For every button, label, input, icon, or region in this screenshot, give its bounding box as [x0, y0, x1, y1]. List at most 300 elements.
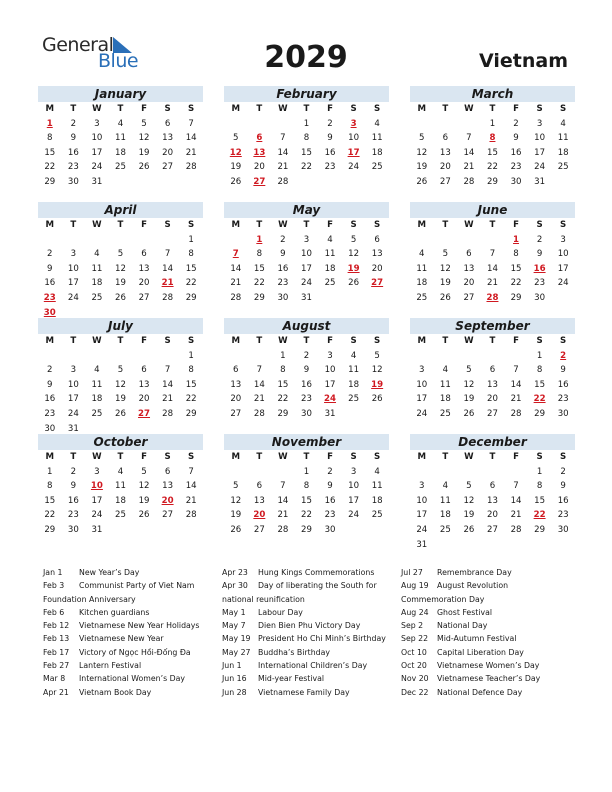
day-cell: 18 [115, 147, 126, 158]
weekday-header: F [513, 104, 519, 114]
day-cell: 15 [487, 147, 498, 158]
weekday-header: W [278, 336, 288, 346]
day-cell: 19 [230, 510, 242, 521]
empty-cell [434, 465, 458, 480]
holiday-name: Vietnamese Women’s Day [437, 661, 540, 671]
day-grid [410, 218, 575, 306]
day-cell: 16 [510, 147, 522, 158]
holiday-column [401, 566, 581, 699]
weekday-header: M [417, 452, 427, 462]
day-cell: 13 [253, 495, 265, 506]
day-cell: 28 [185, 510, 197, 521]
month-november [224, 434, 389, 538]
day-cell: 16 [277, 263, 289, 274]
holiday-day-cell: 6 [256, 133, 263, 144]
month-title: July [38, 318, 203, 334]
weekday-header: S [350, 452, 357, 462]
day-cell: 10 [301, 249, 312, 260]
holiday-entry [222, 579, 402, 592]
empty-cell [38, 349, 62, 364]
day-cell: 16 [324, 495, 336, 506]
weekday-header: M [45, 452, 55, 462]
day-cell: 19 [463, 510, 475, 521]
day-cell: 25 [91, 292, 103, 303]
day-cell: 23 [557, 510, 569, 521]
weekday-header: F [513, 220, 519, 230]
weekday-header: M [45, 220, 55, 230]
weekday-header: T [489, 336, 496, 346]
holiday-date: Feb 17 [43, 647, 70, 657]
day-grid [38, 334, 203, 436]
empty-cell [62, 233, 86, 248]
day-cell: 19 [115, 394, 126, 405]
weekday-header: F [327, 452, 333, 462]
weekday-header: S [560, 104, 567, 114]
day-cell: 5 [374, 350, 380, 361]
month-title: April [38, 202, 203, 218]
day-cell: 23 [301, 394, 312, 405]
day-cell: 25 [91, 408, 103, 419]
day-grid [224, 450, 389, 538]
day-cell: 21 [162, 394, 174, 405]
day-cell: 19 [439, 278, 451, 289]
holiday-day-cell: 13 [253, 147, 266, 158]
day-cell: 20 [230, 394, 242, 405]
weekday-header: S [536, 220, 543, 230]
logo-text-general: General [42, 34, 114, 56]
empty-cell [481, 233, 505, 248]
holiday-date: Jun 1 [222, 661, 242, 671]
weekday-header: T [117, 220, 124, 230]
day-cell: 4 [442, 481, 449, 492]
day-cell: 8 [256, 249, 263, 260]
holiday-entry [401, 646, 581, 659]
empty-cell [38, 233, 62, 248]
weekday-header: T [256, 220, 263, 230]
weekday-header: W [464, 452, 474, 462]
day-cell: 15 [253, 263, 265, 274]
day-cell: 22 [510, 278, 522, 289]
day-cell: 16 [557, 379, 569, 390]
day-cell: 11 [348, 365, 360, 376]
day-cell: 27 [487, 524, 498, 535]
holiday-date: Feb 12 [43, 621, 70, 631]
holiday-date: Apr 23 [222, 568, 248, 577]
day-cell: 21 [185, 147, 197, 158]
holiday-date: May 1 [222, 607, 246, 617]
day-cell: 14 [230, 263, 242, 274]
weekday-header: F [141, 452, 147, 462]
day-cell: 28 [277, 176, 289, 187]
day-cell: 25 [115, 510, 126, 521]
holiday-entry [401, 566, 581, 579]
weekday-header: M [417, 336, 427, 346]
day-cell: 12 [439, 263, 451, 274]
day-cell: 17 [348, 495, 360, 506]
day-cell: 25 [371, 162, 383, 173]
holiday-entry [43, 566, 223, 579]
holiday-day-cell: 1 [46, 118, 53, 129]
day-cell: 11 [371, 133, 383, 144]
day-cell: 28 [510, 524, 522, 535]
holiday-name: President Ho Chi Minh’s Birthday [258, 634, 386, 644]
empty-cell [481, 465, 505, 480]
day-cell: 11 [439, 495, 451, 506]
day-cell: 2 [513, 118, 519, 129]
month-april [38, 202, 203, 320]
empty-cell [410, 117, 434, 132]
holiday-name: Vietnamese New Year [79, 634, 164, 644]
weekday-header: S [374, 220, 381, 230]
day-cell: 17 [91, 495, 103, 506]
day-cell: 5 [117, 249, 124, 260]
day-cell: 14 [162, 263, 174, 274]
empty-cell [271, 117, 295, 132]
holiday-entry [43, 672, 223, 685]
day-cell: 22 [185, 394, 197, 405]
day-cell: 7 [188, 118, 194, 129]
day-cell: 10 [324, 365, 336, 376]
holiday-entry [222, 686, 402, 699]
holiday-date: May 7 [222, 621, 246, 631]
day-cell: 4 [350, 350, 357, 361]
day-cell: 2 [327, 118, 333, 129]
day-cell: 8 [536, 365, 543, 376]
day-cell: 23 [44, 408, 56, 419]
day-cell: 19 [138, 147, 150, 158]
day-cell: 21 [510, 394, 522, 405]
day-cell: 7 [489, 249, 496, 260]
day-cell: 28 [230, 292, 242, 303]
day-cell: 9 [70, 133, 77, 144]
holiday-day-cell: 23 [43, 292, 56, 303]
day-cell: 12 [463, 495, 475, 506]
weekday-header: S [164, 220, 171, 230]
weekday-header: S [560, 452, 567, 462]
holiday-entry [43, 632, 223, 645]
day-cell: 12 [138, 481, 150, 492]
empty-cell [156, 233, 180, 248]
holiday-entry [222, 646, 402, 659]
day-cell: 12 [371, 365, 383, 376]
holiday-entry [43, 659, 223, 672]
day-cell: 8 [303, 133, 310, 144]
day-cell: 23 [67, 510, 79, 521]
holiday-date: Jun 28 [222, 687, 247, 697]
holiday-date: Mar 8 [43, 674, 66, 684]
day-cell: 18 [439, 510, 451, 521]
day-cell: 31 [534, 176, 546, 187]
weekday-header: T [70, 336, 77, 346]
holiday-name: Mid-year Festival [258, 674, 325, 684]
weekday-header: T [70, 220, 77, 230]
weekday-header: S [164, 104, 171, 114]
empty-cell [248, 349, 272, 364]
day-cell: 5 [117, 365, 124, 376]
weekday-header: F [327, 104, 333, 114]
holiday-entry [222, 606, 402, 619]
day-cell: 29 [44, 524, 56, 535]
day-cell: 4 [560, 118, 566, 129]
day-cell: 20 [439, 162, 451, 173]
weekday-header: S [188, 104, 195, 114]
empty-cell [481, 349, 505, 364]
holiday-day-cell: 3 [350, 118, 357, 129]
weekday-header: W [92, 104, 102, 114]
empty-cell [248, 117, 272, 132]
day-cell: 20 [487, 394, 498, 405]
weekday-header: M [45, 336, 55, 346]
day-cell: 4 [117, 466, 124, 477]
day-grid [224, 218, 389, 306]
day-cell: 7 [280, 481, 286, 492]
day-cell: 27 [487, 408, 498, 419]
weekday-header: M [231, 220, 241, 230]
weekday-header: T [303, 104, 310, 114]
day-cell: 2 [47, 249, 53, 260]
day-cell: 1 [303, 118, 310, 129]
day-cell: 5 [466, 365, 472, 376]
empty-cell [410, 465, 434, 480]
day-cell: 5 [442, 249, 449, 260]
holiday-name: New Year’s Day [79, 568, 140, 577]
holiday-name: Buddha’s Birthday [258, 647, 330, 657]
day-cell: 13 [463, 263, 475, 274]
month-october [38, 434, 203, 538]
weekday-header: T [303, 452, 310, 462]
day-cell: 21 [230, 278, 242, 289]
day-cell: 7 [513, 481, 519, 492]
empty-cell [504, 349, 528, 364]
weekday-header: T [442, 220, 449, 230]
day-cell: 14 [463, 147, 475, 158]
day-cell: 30 [44, 423, 56, 434]
holiday-day-cell: 17 [347, 147, 360, 158]
day-cell: 26 [138, 510, 150, 521]
day-cell: 6 [141, 249, 147, 260]
day-cell: 20 [162, 147, 174, 158]
month-january [38, 86, 203, 190]
day-cell: 28 [277, 524, 289, 535]
day-cell: 16 [67, 147, 79, 158]
day-cell: 19 [115, 278, 126, 289]
month-title: September [410, 318, 575, 334]
day-cell: 3 [94, 466, 100, 477]
day-cell: 27 [230, 408, 242, 419]
day-cell: 5 [466, 481, 472, 492]
day-cell: 16 [44, 278, 56, 289]
month-title: October [38, 434, 203, 450]
day-cell: 9 [536, 249, 543, 260]
day-cell: 8 [47, 481, 53, 492]
day-cell: 28 [510, 408, 522, 419]
holiday-day-cell: 22 [533, 510, 546, 521]
day-cell: 14 [487, 263, 498, 274]
day-cell: 28 [162, 408, 174, 419]
holiday-date: May 27 [222, 647, 251, 657]
day-cell: 27 [463, 292, 475, 303]
day-cell: 11 [416, 263, 428, 274]
weekday-header: S [350, 104, 357, 114]
day-cell: 11 [91, 379, 103, 390]
day-cell: 11 [557, 133, 569, 144]
holiday-day-cell: 8 [489, 133, 496, 144]
month-may [224, 202, 389, 306]
day-cell: 10 [534, 133, 546, 144]
day-cell: 2 [327, 466, 333, 477]
month-june [410, 202, 575, 306]
holiday-entry [401, 686, 581, 699]
holiday-name: Commemoration Day [401, 594, 485, 604]
holiday-date: Apr 30 [222, 581, 248, 591]
day-cell: 9 [560, 365, 566, 376]
day-cell: 1 [536, 350, 543, 361]
day-cell: 6 [164, 118, 171, 129]
weekday-header: M [417, 104, 427, 114]
weekday-header: T [256, 452, 263, 462]
empty-cell [410, 233, 434, 248]
day-cell: 29 [44, 176, 56, 187]
day-cell: 5 [233, 133, 239, 144]
day-cell: 21 [510, 510, 522, 521]
holiday-date: Jan 1 [43, 568, 63, 577]
holiday-date: May 19 [222, 634, 251, 644]
weekday-header: T [303, 220, 310, 230]
day-cell: 2 [280, 234, 286, 245]
day-cell: 6 [466, 249, 472, 260]
holiday-date: Nov 20 [401, 674, 429, 684]
holiday-date: Feb 27 [43, 661, 70, 671]
day-cell: 26 [371, 394, 383, 405]
day-cell: 31 [91, 524, 103, 535]
holiday-name: Capital Liberation Day [437, 647, 524, 657]
empty-cell [457, 465, 481, 480]
weekday-header: F [513, 336, 519, 346]
holiday-date: Sep 2 [401, 621, 424, 631]
holiday-name: Ghost Festival [437, 607, 493, 617]
day-cell: 28 [253, 408, 265, 419]
holiday-day-cell: 1 [256, 234, 263, 245]
day-cell: 14 [510, 495, 522, 506]
empty-cell [85, 349, 109, 364]
holiday-name: national reunification [222, 594, 305, 604]
holiday-name: National Defence Day [437, 687, 523, 697]
day-cell: 28 [463, 176, 475, 187]
empty-cell [248, 465, 272, 480]
month-title: December [410, 434, 575, 450]
weekday-header: M [417, 220, 427, 230]
day-cell: 10 [67, 263, 79, 274]
day-cell: 10 [348, 481, 360, 492]
weekday-header: S [188, 336, 195, 346]
day-grid [410, 334, 575, 422]
day-cell: 4 [442, 365, 449, 376]
month-august [224, 318, 389, 422]
weekday-header: M [231, 104, 241, 114]
day-cell: 10 [416, 495, 428, 506]
day-cell: 16 [557, 495, 569, 506]
day-cell: 13 [162, 133, 174, 144]
month-title: February [224, 86, 389, 102]
holiday-name: International Children’s Day [258, 661, 368, 671]
holiday-entry [43, 606, 223, 619]
weekday-header: S [374, 104, 381, 114]
day-cell: 20 [487, 510, 498, 521]
day-cell: 3 [303, 234, 310, 245]
holiday-day-cell: 20 [253, 510, 266, 521]
day-cell: 23 [557, 394, 569, 405]
month-march [410, 86, 575, 190]
day-cell: 17 [416, 394, 428, 405]
day-cell: 17 [67, 394, 79, 405]
day-cell: 9 [70, 481, 77, 492]
holiday-day-cell: 27 [253, 176, 266, 187]
holiday-name: Kitchen guardians [79, 607, 150, 617]
day-cell: 3 [350, 466, 357, 477]
empty-cell [132, 349, 156, 364]
weekday-header: T [117, 104, 124, 114]
weekday-header: W [278, 220, 288, 230]
empty-cell [224, 349, 248, 364]
day-cell: 15 [277, 379, 289, 390]
day-cell: 14 [510, 379, 522, 390]
day-cell: 26 [230, 176, 242, 187]
day-cell: 17 [301, 263, 312, 274]
day-cell: 28 [162, 292, 174, 303]
day-cell: 24 [301, 278, 312, 289]
holiday-name: Communist Party of Viet Nam [79, 581, 195, 591]
holiday-entry [222, 672, 402, 685]
day-cell: 24 [534, 162, 546, 173]
holiday-name: Vietnamese New Year Holidays [79, 621, 200, 631]
day-cell: 5 [141, 466, 147, 477]
holiday-day-cell: 22 [533, 394, 546, 405]
day-cell: 26 [348, 278, 360, 289]
holiday-day-cell: 12 [229, 147, 242, 158]
holiday-entry [222, 593, 402, 606]
day-cell: 29 [253, 292, 265, 303]
day-grid [38, 218, 203, 320]
day-cell: 26 [115, 292, 126, 303]
day-cell: 22 [277, 394, 289, 405]
day-cell: 12 [463, 379, 475, 390]
weekday-header: W [92, 452, 102, 462]
day-cell: 12 [115, 263, 126, 274]
holiday-day-cell: 28 [486, 292, 499, 303]
day-cell: 9 [327, 133, 333, 144]
weekday-header: T [70, 452, 77, 462]
empty-cell [156, 349, 180, 364]
holiday-name: International Women’s Day [79, 674, 186, 684]
day-cell: 15 [510, 263, 522, 274]
holiday-entry [222, 632, 402, 645]
day-cell: 11 [115, 133, 126, 144]
day-cell: 25 [348, 394, 360, 405]
month-title: May [224, 202, 389, 218]
day-cell: 13 [371, 249, 383, 260]
day-grid [224, 102, 389, 190]
weekday-header: T [256, 104, 263, 114]
day-cell: 15 [534, 495, 546, 506]
day-cell: 30 [67, 524, 79, 535]
day-cell: 18 [416, 278, 428, 289]
holiday-date: Feb 6 [43, 607, 65, 617]
weekday-header: W [278, 452, 288, 462]
day-cell: 5 [141, 118, 147, 129]
day-cell: 26 [463, 524, 475, 535]
day-cell: 25 [371, 510, 383, 521]
holiday-entry [43, 646, 223, 659]
